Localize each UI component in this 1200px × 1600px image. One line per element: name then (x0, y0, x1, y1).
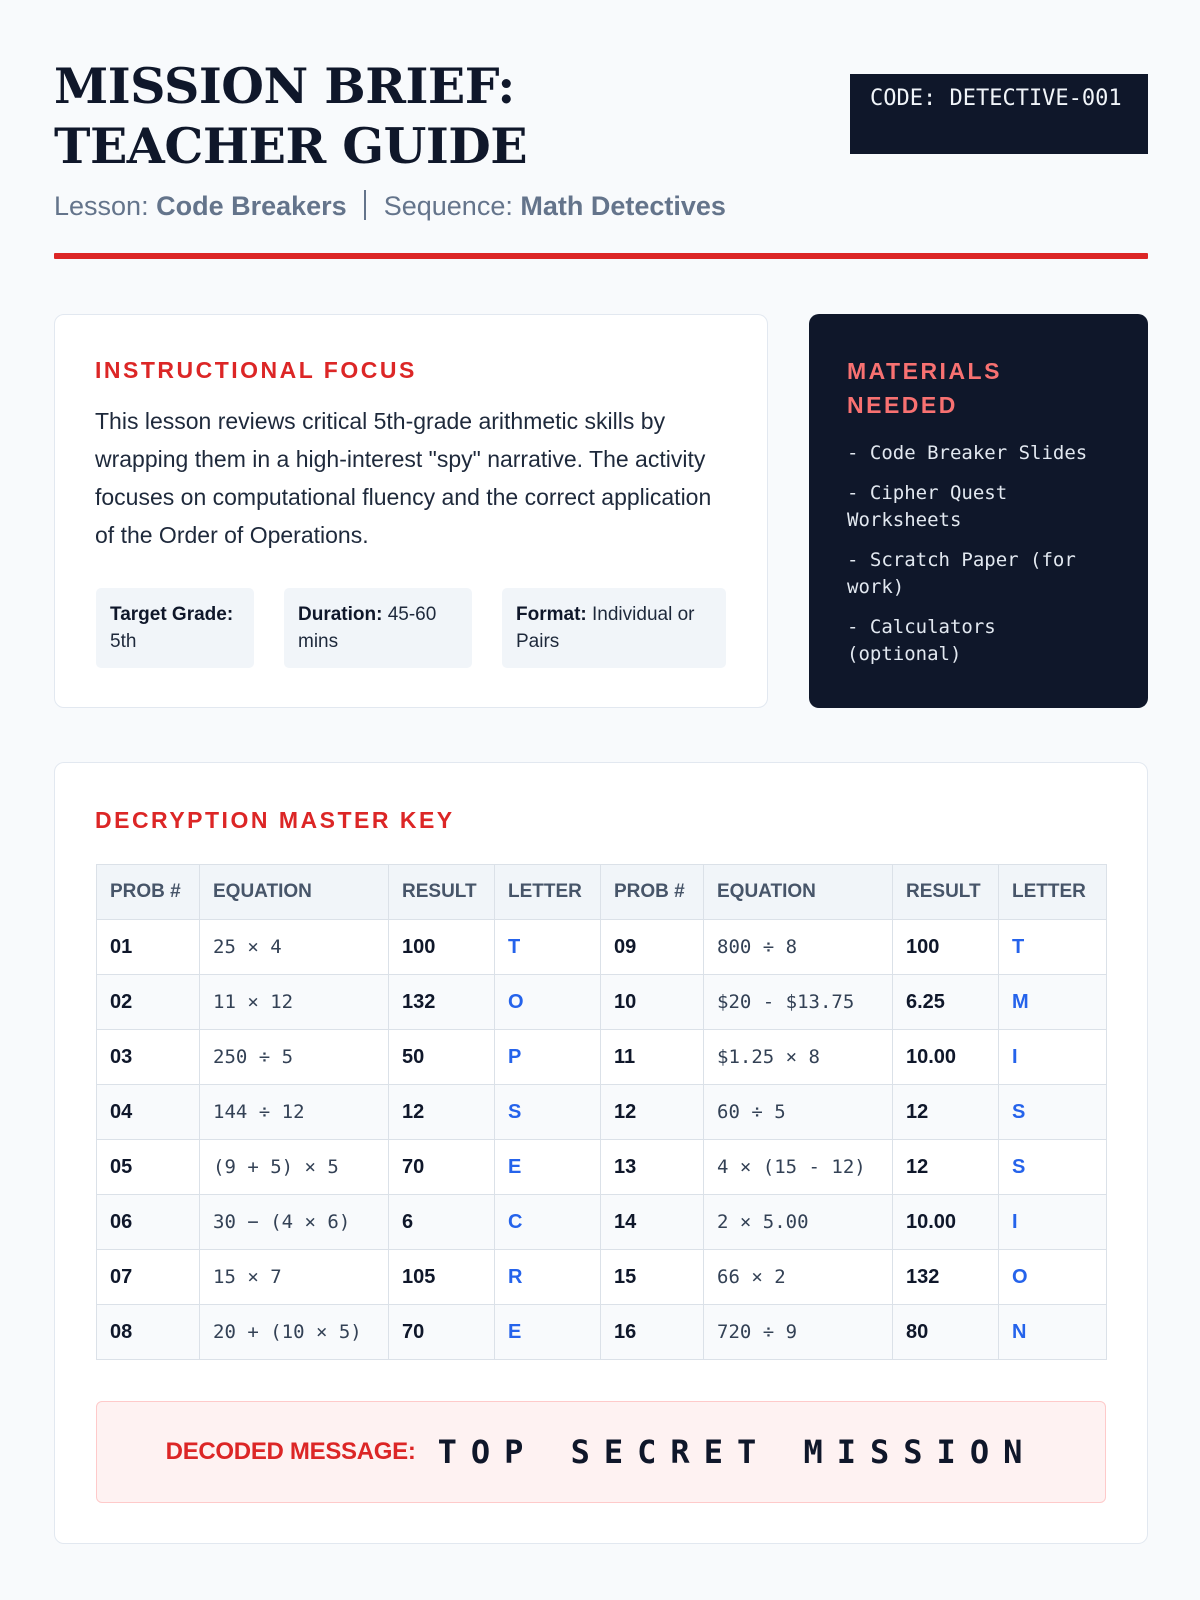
result-cell: 105 (389, 1250, 495, 1305)
equation-cell: 720 ÷ 9 (704, 1305, 893, 1360)
decoded-message-box (96, 1401, 1106, 1503)
letter-cell: E (495, 1140, 601, 1195)
problem-number-cell: 14 (601, 1195, 704, 1250)
table-row (97, 975, 1107, 1030)
problem-number-cell: 15 (601, 1250, 704, 1305)
table-body (97, 920, 1107, 1360)
letter-cell: S (495, 1085, 601, 1140)
result-cell: 10.00 (893, 1030, 999, 1085)
equation-cell: $20 - $13.75 (704, 975, 893, 1030)
equation-cell: $1.25 × 8 (704, 1030, 893, 1085)
letter-cell: E (495, 1305, 601, 1360)
letter-cell: I (999, 1030, 1107, 1085)
problem-number-cell: 01 (97, 920, 200, 975)
result-cell: 6 (389, 1195, 495, 1250)
problem-number-cell: 16 (601, 1305, 704, 1360)
result-cell: 12 (389, 1085, 495, 1140)
materials-item: - Code Breaker Slides (847, 442, 1088, 464)
problem-number-cell: 05 (97, 1140, 200, 1195)
problem-number-cell: 13 (601, 1140, 704, 1195)
letter-cell: S (999, 1140, 1107, 1195)
result-cell: 100 (389, 920, 495, 975)
column-header: RESULT (893, 865, 999, 920)
result-cell: 6.25 (893, 975, 999, 1030)
result-cell: 12 (893, 1085, 999, 1140)
duration-label: Duration: (298, 604, 383, 625)
letter-cell: S (999, 1085, 1107, 1140)
equation-cell: 30 − (4 × 6) (200, 1195, 389, 1250)
letter-cell: R (495, 1250, 601, 1305)
result-cell: 80 (893, 1305, 999, 1360)
column-header: EQUATION (704, 865, 893, 920)
teacher-guide-page (54, 0, 1148, 1471)
header-divider (54, 253, 1148, 259)
format-label: Format: (516, 604, 587, 625)
lesson-name: Code Breakers (156, 191, 347, 221)
problem-number-cell: 07 (97, 1250, 200, 1305)
column-header: PROB # (601, 865, 704, 920)
column-header: EQUATION (200, 865, 389, 920)
letter-cell: T (999, 920, 1107, 975)
lesson-subtitle (54, 190, 726, 222)
equation-cell: 2 × 5.00 (704, 1195, 893, 1250)
result-cell: 70 (389, 1305, 495, 1360)
decryption-key-card (54, 762, 1148, 1544)
header (54, 0, 1148, 262)
result-cell: 50 (389, 1030, 495, 1085)
column-header: RESULT (389, 865, 495, 920)
decryption-table (96, 864, 1107, 1360)
result-cell: 12 (893, 1140, 999, 1195)
table-row (97, 1195, 1107, 1250)
problem-number-cell: 04 (97, 1085, 200, 1140)
target-grade-value: 5th (110, 631, 137, 652)
equation-cell: (9 + 5) × 5 (200, 1140, 389, 1195)
letter-cell: N (999, 1305, 1107, 1360)
equation-cell: 11 × 12 (200, 975, 389, 1030)
target-grade-pill (96, 588, 254, 668)
decoded-message-label: DECODED MESSAGE: (165, 1438, 416, 1465)
instructional-focus-heading: INSTRUCTIONAL FOCUS (95, 357, 417, 383)
duration-pill (284, 588, 472, 668)
materials-item: - Scratch Paper (for work) (847, 549, 1076, 598)
problem-number-cell: 03 (97, 1030, 200, 1085)
table-row (97, 1030, 1107, 1085)
column-header: LETTER (999, 865, 1107, 920)
column-header: LETTER (495, 865, 601, 920)
format-value: Individual or Pairs (516, 604, 695, 652)
table-row (97, 920, 1107, 975)
equation-cell: 60 ÷ 5 (704, 1085, 893, 1140)
format-pill (502, 588, 726, 668)
problem-number-cell: 09 (601, 920, 704, 975)
problem-number-cell: 08 (97, 1305, 200, 1360)
subtitle-divider (364, 190, 366, 220)
letter-cell: T (495, 920, 601, 975)
sequence-label: Sequence: (383, 191, 513, 221)
decryption-key-heading: DECRYPTION MASTER KEY (95, 807, 455, 833)
table-row (97, 1140, 1107, 1195)
result-cell: 10.00 (893, 1195, 999, 1250)
problem-number-cell: 02 (97, 975, 200, 1030)
problem-number-cell: 12 (601, 1085, 704, 1140)
instructional-focus-card (54, 314, 768, 708)
page-title: MISSION BRIEF: TEACHER GUIDE (54, 57, 528, 175)
equation-cell: 25 × 4 (200, 920, 389, 975)
materials-item: - Cipher Quest Worksheets (847, 482, 1008, 531)
table-row (97, 1305, 1107, 1360)
letter-cell: I (999, 1195, 1107, 1250)
problem-number-cell: 11 (601, 1030, 704, 1085)
equation-cell: 250 ÷ 5 (200, 1030, 389, 1085)
problem-number-cell: 10 (601, 975, 704, 1030)
table-row (97, 1085, 1107, 1140)
problem-number-cell: 06 (97, 1195, 200, 1250)
equation-cell: 144 ÷ 12 (200, 1085, 389, 1140)
result-cell: 132 (389, 975, 495, 1030)
materials-heading: MATERIALS NEEDED (847, 358, 1002, 418)
target-grade-label: Target Grade: (110, 604, 234, 625)
equation-cell: 66 × 2 (704, 1250, 893, 1305)
letter-cell: P (495, 1030, 601, 1085)
column-header: PROB # (97, 865, 200, 920)
table-row (97, 1250, 1107, 1305)
letter-cell: O (999, 1250, 1107, 1305)
equation-cell: 20 + (10 × 5) (200, 1305, 389, 1360)
result-cell: 132 (893, 1250, 999, 1305)
instructional-focus-text: This lesson reviews critical 5th-grade arithmetic skills by wrapping them in a high-interest "spy" narrative. The activity focuses on computational fluency and the correct application of the Order of Operations. (95, 408, 712, 548)
letter-cell: M (999, 975, 1107, 1030)
materials-card (809, 314, 1148, 708)
mission-code-badge: CODE: DETECTIVE-001 (850, 74, 1148, 154)
result-cell: 100 (893, 920, 999, 975)
duration-value: 45-60 mins (298, 604, 437, 652)
letter-cell: C (495, 1195, 601, 1250)
letter-cell: O (495, 975, 601, 1030)
lesson-label: Lesson: (54, 191, 149, 221)
equation-cell: 4 × (15 - 12) (704, 1140, 893, 1195)
materials-item: - Calculators (optional) (847, 616, 996, 665)
result-cell: 70 (389, 1140, 495, 1195)
sequence-name: Math Detectives (520, 191, 726, 221)
materials-list (847, 440, 1110, 668)
decoded-message-text: TOP SECRET MISSION (437, 1433, 1037, 1471)
equation-cell: 15 × 7 (200, 1250, 389, 1305)
equation-cell: 800 ÷ 8 (704, 920, 893, 975)
table-header-row (97, 865, 1107, 920)
